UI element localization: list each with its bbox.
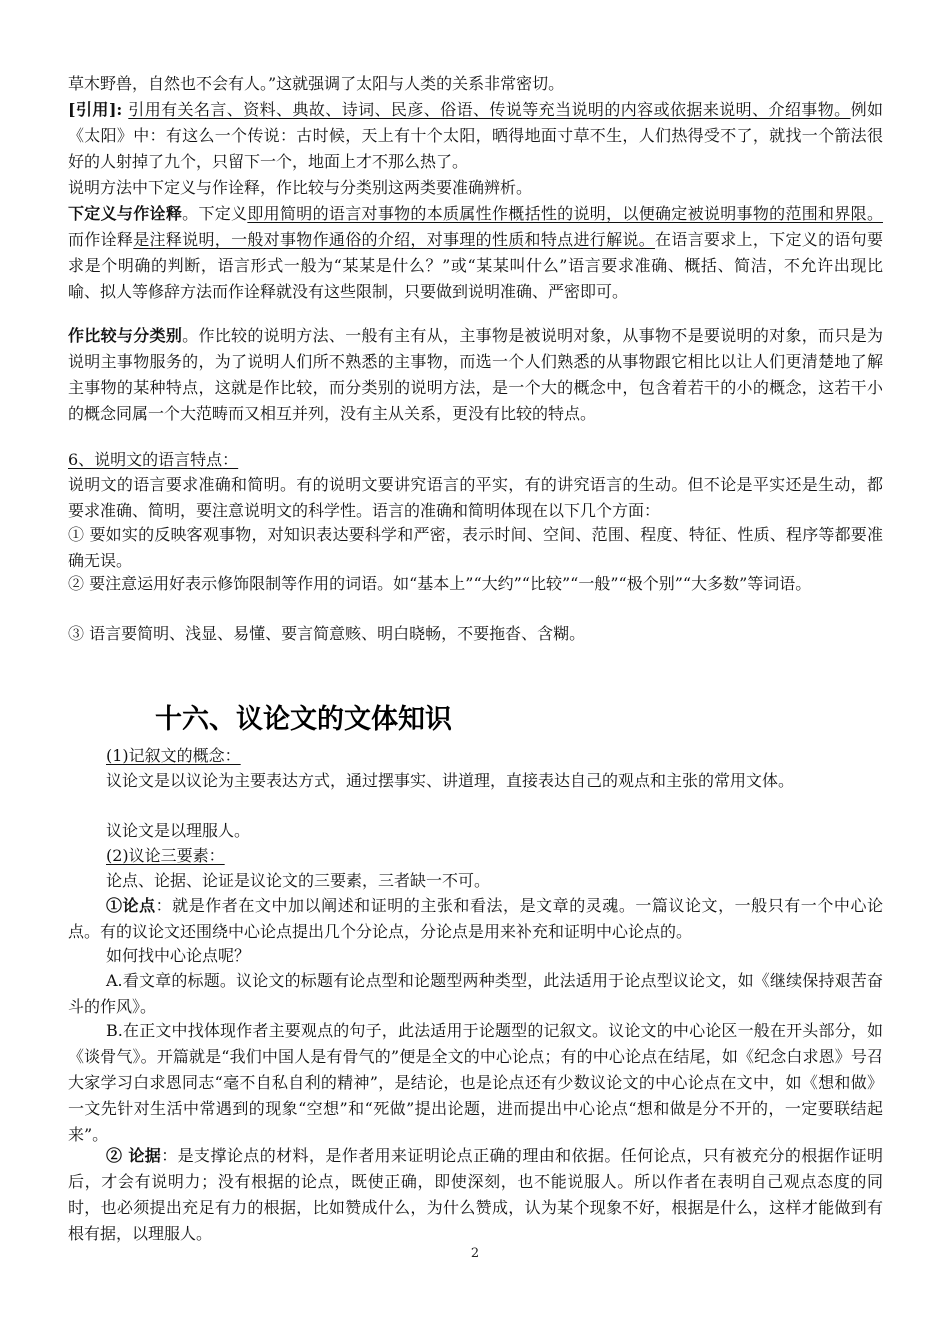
paragraph-method-b	[68, 1018, 883, 1148]
list-item-text: ② 要注意运用好表示修饰限制等作用的词语。如“基本上”“大约”“比较”“一般”“极个别”“大多数”等词语。	[68, 574, 812, 593]
paragraph-definition-vs-explanation	[68, 201, 883, 305]
list-item-text: ① 要如实的反映客观事物，对知识表达要科学和严密，表示时间、空间、范围、程度、特征、性质、程序等都要准确无误。	[68, 525, 883, 570]
definition-underlined-1: 即用简明的语言对事物的本质属性作概括性的说明，以便确定被说明事物的范围和界限。	[247, 204, 883, 223]
citation-separator: :	[116, 100, 129, 119]
paragraph-reason	[68, 818, 883, 844]
citation-label: [引用]	[68, 100, 117, 119]
thesis-text: ：就是作者在文中加以阐述和证明的主张和看法，是文章的灵魂。一篇议论文，一般只有一个中心论点。有的议论文还围绕中心论点提出几个分论点，分论点是用来补充和证明中心论点的。	[68, 896, 883, 941]
paragraph-comparison-vs-classification	[68, 323, 883, 427]
comparison-label: 作比较与分类别	[68, 326, 183, 345]
section-title: 十六、议论文的文体知识	[155, 704, 452, 735]
definition-underlined-2: 是注释说明，一般对事物作通俗的介绍，对事理的性质和特点进行解说。	[133, 230, 656, 249]
thesis-label: ①论点	[106, 896, 156, 915]
subheading-concept	[68, 743, 883, 769]
list-item-text: ③ 语言要简明、浅显、易懂、要言简意赅、明白晓畅，不要拖沓、含糊。	[68, 624, 586, 643]
subheading-text: (2)议论三要素：	[106, 846, 225, 865]
paragraph-text: 议论文是以议论为主要表达方式，通过摆事实、讲道理，直接表达自己的观点和主张的常用文体。	[106, 771, 795, 790]
paragraph-evidence	[68, 1143, 883, 1247]
paragraph-citation	[68, 97, 883, 175]
paragraph-text: 说明文的语言要求准确和简明。有的说明文要讲究语言的平实，有的讲究语言的生动。但不论是平实还是生动，都要求准确、简明，要注意说明文的科学性。语言的准确和简明体现在以下几个方面：	[68, 475, 883, 520]
subheading-text: (1)记叙文的概念：	[106, 746, 241, 765]
citation-example: 例如《太阳》中：有这么一个传说：古时候，天上有十个太阳，晒得地面寸草不生，人们热得受不了，就找一个箭法很好的人射掉了九个，只留下一个，地面上才不那么热了。	[68, 100, 883, 171]
paragraph-method-distinction	[68, 175, 883, 201]
subheading-three-elements	[68, 843, 883, 869]
list-item-2	[68, 571, 883, 597]
heading-language-features	[68, 447, 883, 473]
definition-text-a: 。下定义	[182, 204, 248, 223]
evidence-text: ：是支撑论点的材料，是作者用来证明论点正确的理由和依据。任何论点，只有被充分的根据作证明后，才会有说明力；没有根据的论点，既使正确，即使深刻，也不能说服人。所以作者在表明自己观点态度的同时，也必须提出充足有力的根据，比如赞成什么，为什么赞成，认为某个现象不好，根据是什么，这样才能做到有根有据，以理服人。	[68, 1146, 883, 1243]
paragraph-text: 说明方法中下定义与作诠释，作比较与分类别这两类要准确辨析。	[68, 178, 533, 197]
paragraph-three-elements	[68, 868, 883, 894]
paragraph-language-requirements	[68, 472, 883, 524]
definition-text-c: 在语言要求上，下定义的语句要求是个明确的判断，语言形式一般为“某某是什么？”或“某某叫什么”语言要求准确、概括、简洁，不允许出现比喻、拟人等修辞方法而作诠释就没有这些限制，只要做到说明准确、严密即可。	[68, 230, 883, 301]
paragraph-text: 如何找中心论点呢？	[106, 946, 251, 965]
evidence-label: ② 论据	[106, 1146, 162, 1165]
comparison-text: 。作比较的说明方法、一般有主有从，主事物是被说明对象，从事物不是要说明的对象，而只是为说明主事物服务的，为了说明人们所不熟悉的主事物，而选一个人们熟悉的从事物跟它相比以让人们更清楚地了解主事物的某种特点，这就是作比较，而分类别的说明方法，是一个大的概念中，包含着若干的小的概念，这若干小的概念同属一个大范畴而又相互并列，没有主从关系，更没有比较的特点。	[68, 326, 883, 423]
page-number: 2	[470, 1246, 480, 1261]
paragraph-find-question	[68, 943, 883, 969]
citation-definition: 引用有关名言、资料、典故、诗词、民彦、俗语、传说等充当说明的内容或依据来说明、介绍事物。	[128, 100, 851, 119]
paragraph-text: 议论文是以理服人。	[106, 821, 251, 840]
paragraph-method-a	[68, 968, 883, 1020]
definition-text-b: 而作诠释	[68, 230, 134, 249]
list-item-3	[68, 621, 883, 647]
paragraph-thesis	[68, 893, 883, 945]
paragraph-sun-quote	[68, 71, 883, 97]
paragraph-text: B.在正文中找体现作者主要观点的句子，此法适用于论题型的记叙文。议论文的中心论区一般在开头部分，如《谈骨气》。开篇就是“我们中国人是有骨气的”便是全文的中心论点；有的中心论点在结尾，如《纪念白求恩》号召大家学习白求恩同志“毫不自私自利的精神”，是结论，也是论点还有少数议论文的中心论点在文中，如《想和做》一文先针对生活中常遇到的现象“空想”和“死做”提出论题，进而提出中心论点“想和做是分不开的，一定要联结起来”。	[68, 1021, 883, 1144]
heading-text: 6、说明文的语言特点：	[68, 450, 239, 469]
definition-label: 下定义与作诠释	[68, 204, 183, 223]
paragraph-concept	[68, 768, 883, 794]
paragraph-text: 论点、论据、论证是议论文的三要素，三者缺一不可。	[106, 871, 491, 890]
paragraph-text: 草木野兽，自然也不会有人。”这就强调了太阳与人类的关系非常密切。	[68, 74, 565, 93]
paragraph-text: A.看文章的标题。议论文的标题有论点型和论题型两种类型，此法适用于论点型议论文，如《继续保持艰苦奋斗的作风》。	[68, 971, 883, 1016]
list-item-1	[68, 522, 883, 574]
